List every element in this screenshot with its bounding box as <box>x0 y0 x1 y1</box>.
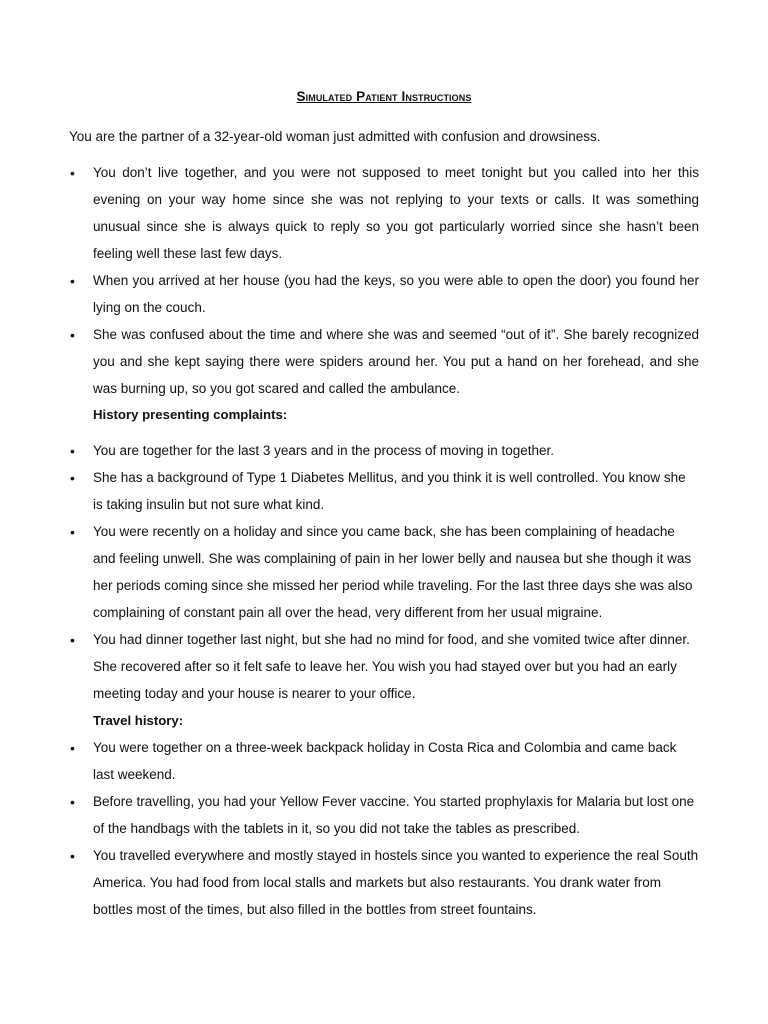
bullet-marker: • <box>70 632 75 648</box>
bullet-marker: • <box>70 443 75 459</box>
bullet-marker: • <box>70 327 75 343</box>
bullet-item: You are together for the last 3 years and in the process of moving in together. <box>93 443 555 458</box>
intro-text: You are the partner of a 32-year-old woman just admitted with confusion and drowsiness. <box>69 129 601 144</box>
bullet-marker: • <box>70 273 75 289</box>
bullet-item: You were together on a three-week backpack holiday in Costa Rica and Colombia and came back last weekend. <box>93 740 677 782</box>
bullet-marker: • <box>70 794 75 810</box>
page-title: Simulated Patient Instructions <box>296 89 472 104</box>
bullet-marker: • <box>70 165 75 181</box>
bullet-marker: • <box>70 848 75 864</box>
bullet-item: When you arrived at her house (you had the keys, so you were able to open the door) you found her lying on the couch. <box>93 273 699 315</box>
bullet-marker: • <box>70 524 75 540</box>
bullet-item: You don’t live together, and you were not supposed to meet tonight but you called into her this evening on your way home since she was not replying to your texts or calls. It was something unusual since she is always quick to reply so you got particularly worried since she hasn’t been feeling well these last few days. <box>93 165 699 261</box>
bullet-item: You had dinner together last night, but she had no mind for food, and she vomited twice after dinner. She recovered after so it felt safe to leave her. You wish you had stayed over but you had an early meeting today and your house is nearer to your office. <box>93 632 690 701</box>
bullet-item: She was confused about the time and where she was and seemed “out of it”. She barely recognized you and she kept saying there were spiders around her. You put a hand on her forehead, and she was burning up, so you got scared and called the ambulance. <box>93 327 699 396</box>
history-heading: History presenting complaints: <box>93 407 288 422</box>
bullet-item: She has a background of Type 1 Diabetes Mellitus, and you think it is well controlled. You know she is taking insulin but not sure what kind. <box>93 470 686 512</box>
bullet-item: You were recently on a holiday and since you came back, she has been complaining of headache and feeling unwell. She was complaining of pain in her lower belly and nausea but she though it was her periods coming since she missed her period while traveling. For the last three days she was also complaining of constant pain all over the head, very different from her usual migraine. <box>93 524 693 620</box>
bullet-marker: • <box>70 470 75 486</box>
bullet-marker: • <box>70 740 75 756</box>
bullet-item: You travelled everywhere and mostly stayed in hostels since you wanted to experience the real South America. You had food from local stalls and markets but also restaurants. You drank water from bottles most of the times, but also filled in the bottles from street fountains. <box>93 848 699 917</box>
travel-heading: Travel history: <box>93 713 184 728</box>
bullet-item: Before travelling, you had your Yellow Fever vaccine. You started prophylaxis for Malaria but lost one of the handbags with the tablets in it, so you did not take the tables as prescribed. <box>93 794 695 836</box>
